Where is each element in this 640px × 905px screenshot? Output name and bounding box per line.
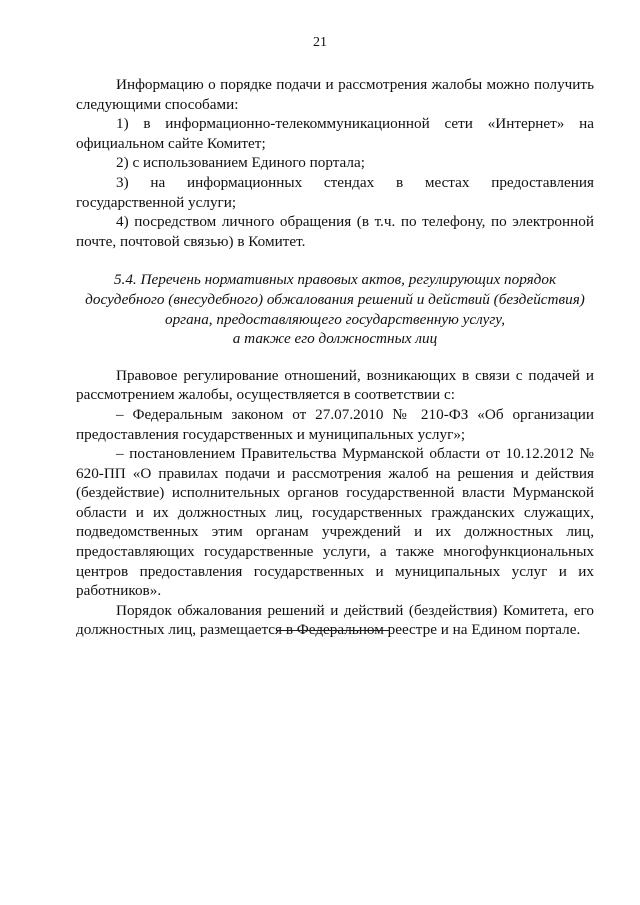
intro-paragraph: Информацию о порядке подачи и рассмотрения жалобы можно получить следующими способами: <box>76 76 594 113</box>
body-paragraph: Правовое регулирование отношений, возникающих в связи с подачей и рассмотрением жалобы, осуществляется в соответствии с: <box>76 366 594 404</box>
list-item: 2) с использованием Единого портала; <box>116 154 365 172</box>
document-body <box>76 75 594 640</box>
section-heading <box>76 270 594 348</box>
heading-line: органа, предоставляющего государственную услугу, <box>164 310 506 328</box>
heading-line: досудебного (внесудебного) обжалования решений и действий (бездействия) <box>85 290 585 308</box>
heading-line: 5.4. Перечень нормативных правовых актов, регулирующих порядок <box>113 271 557 289</box>
list-item: 4) посредством личного обращения (в т.ч. по телефону, по электронной почте, почтовой связью) в Комитет. <box>76 213 594 250</box>
body-paragraph: – Федеральным законом от 27.07.2010 № 210-ФЗ «Об организации предоставления государственных и муниципальных услуг»; <box>76 405 594 443</box>
end-divider <box>276 630 390 631</box>
body-paragraph: – постановлением Правительства Мурманской области от 10.12.2012 № 620-ПП «О правилах подачи и рассмотрения жалоб на решения и действия (бездействие) исполнительных органов государственной власти Мурманской области и их должностных лиц, государственных гражданских служащих, подведомственных этим органам учреждений и их должностных лиц, предоставляющих государственные услуги, а также многофункциональных центров предоставления государственных и муниципальных услуг и их работников». <box>76 445 594 600</box>
heading-line: а также его должностных лиц <box>232 330 438 348</box>
body-paragraph: Порядок обжалования решений и действий (бездействия) Комитета, его должностных лиц, размещается в Федеральном реестре и на Едином портале. <box>76 601 594 639</box>
list-item: 1) в информационно-телекоммуникационной сети «Интернет» на официальном сайте Комитет; <box>76 115 594 152</box>
page-number: 21 <box>313 35 327 50</box>
spacer <box>76 349 594 366</box>
list-item: 3) на информационных стендах в местах предоставления государственной услуги; <box>76 173 594 211</box>
